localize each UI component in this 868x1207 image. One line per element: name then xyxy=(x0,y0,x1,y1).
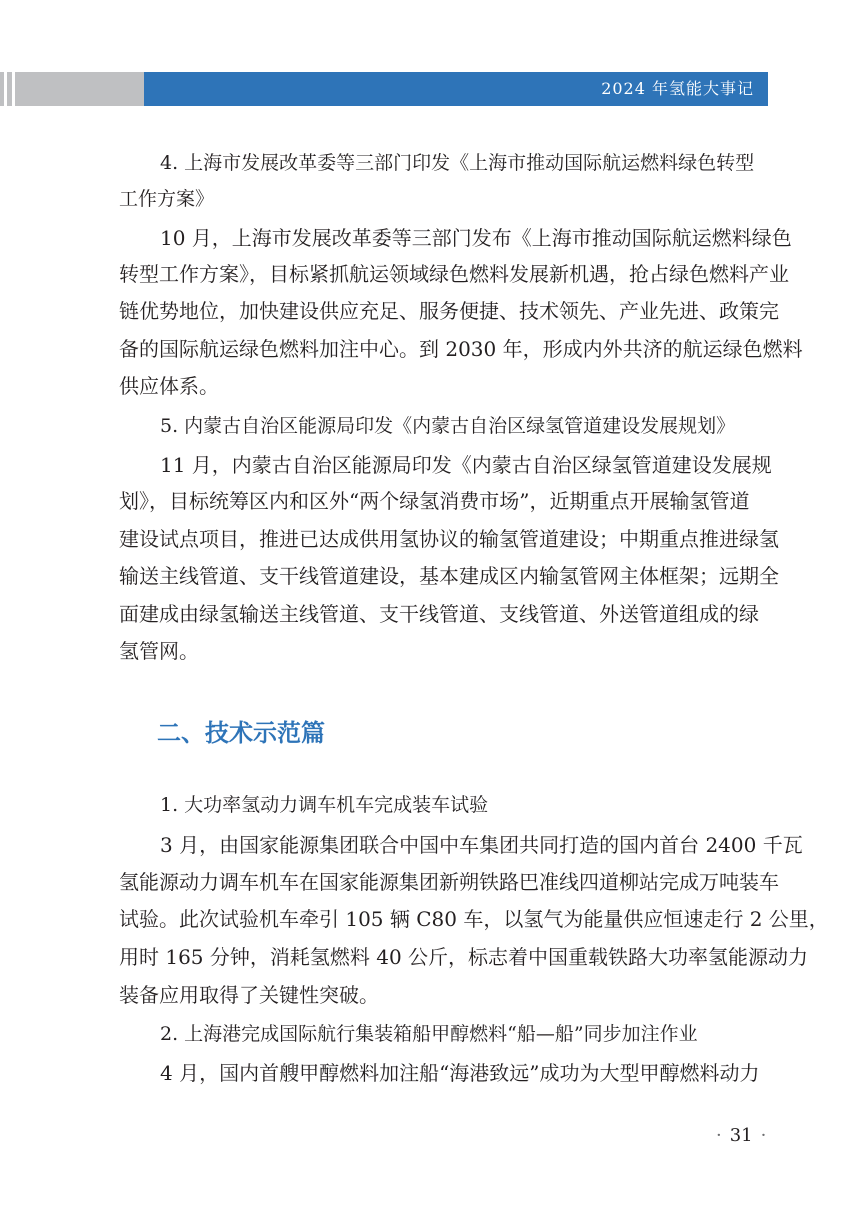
paragraph-line: 备的国际航运绿色燃料加注中心。到 2030 年，形成内外共济的航运绿色燃料 xyxy=(119,337,803,361)
paragraph-line: 试验。此次试验机车牵引 105 辆 C80 车，以氢气为能量供应恒速走行 2 公里， xyxy=(119,907,829,931)
paragraph-line: 装备应用取得了关键性突破。 xyxy=(119,983,379,1007)
header-stripe xyxy=(4,72,7,106)
paragraph-line: 建设试点项目，推进已达成供用氢协议的输氢管道建设；中期重点推进绿氢 xyxy=(119,527,779,551)
section-title: 二、技术示范篇 xyxy=(157,719,325,747)
item-heading: 1. 大功率氢动力调车机车完成装车试验 xyxy=(160,794,489,816)
paragraph-line: 输送主线管道、支干线管道建设，基本建成区内输氢管网主体框架；远期全 xyxy=(119,564,779,588)
item-heading: 4. 上海市发展改革委等三部门印发《上海市推动国际航运燃料绿色转型 xyxy=(160,152,755,174)
paragraph-line: 面建成由绿氢输送主线管道、支干线管道、支线管道、外送管道组成的绿 xyxy=(119,602,759,626)
page-number-value: 31 xyxy=(729,1125,753,1146)
item-heading: 工作方案》 xyxy=(119,188,215,210)
page-dot-right: · xyxy=(760,1125,767,1146)
running-title: 2024 年氢能大事记 xyxy=(601,79,754,98)
paragraph-line: 链优势地位，加快建设供应充足、服务便捷、技术领先、产业先进、政策完 xyxy=(119,299,779,323)
paragraph-line: 划》，目标统筹区内和区外“两个绿氢消费市场”，近期重点开展输氢管道 xyxy=(119,489,750,513)
paragraph-line: 用时 165 分钟，消耗氢燃料 40 公斤，标志着中国重载铁路大功率氢能源动力 xyxy=(119,945,809,969)
paragraph-line: 氢管网。 xyxy=(119,639,199,663)
header-stripe xyxy=(12,72,15,106)
paragraph-line: 转型工作方案》，目标紧抓航运领域绿色燃料发展新机遇，抢占绿色燃料产业 xyxy=(119,262,789,286)
paragraph-line: 氢能源动力调车机车在国家能源集团新朔铁路巴准线四道柳站完成万吨装车 xyxy=(119,870,779,894)
header-gray-block xyxy=(0,72,144,106)
page-number xyxy=(708,1124,774,1148)
paragraph-line: 10 月，上海市发展改革委等三部门发布《上海市推动国际航运燃料绿色 xyxy=(160,226,792,250)
page-dot-left: · xyxy=(716,1125,722,1146)
item-heading: 5. 内蒙古自治区能源局印发《内蒙古自治区绿氢管道建设发展规划》 xyxy=(160,415,736,437)
paragraph-line: 3 月，由国家能源集团联合中国中车集团共同打造的国内首台 2400 千瓦 xyxy=(160,833,803,857)
item-heading: 2. 上海港完成国际航行集装箱船甲醇燃料“船—船”同步加注作业 xyxy=(160,1023,698,1045)
paragraph-line: 4 月，国内首艘甲醇燃料加注船“海港致远”成功为大型甲醇燃料动力 xyxy=(160,1061,760,1085)
paragraph-line: 供应体系。 xyxy=(119,374,219,398)
header-bar xyxy=(144,72,768,106)
paragraph-line: 11 月，内蒙古自治区能源局印发《内蒙古自治区绿氢管道建设发展规 xyxy=(160,453,772,477)
